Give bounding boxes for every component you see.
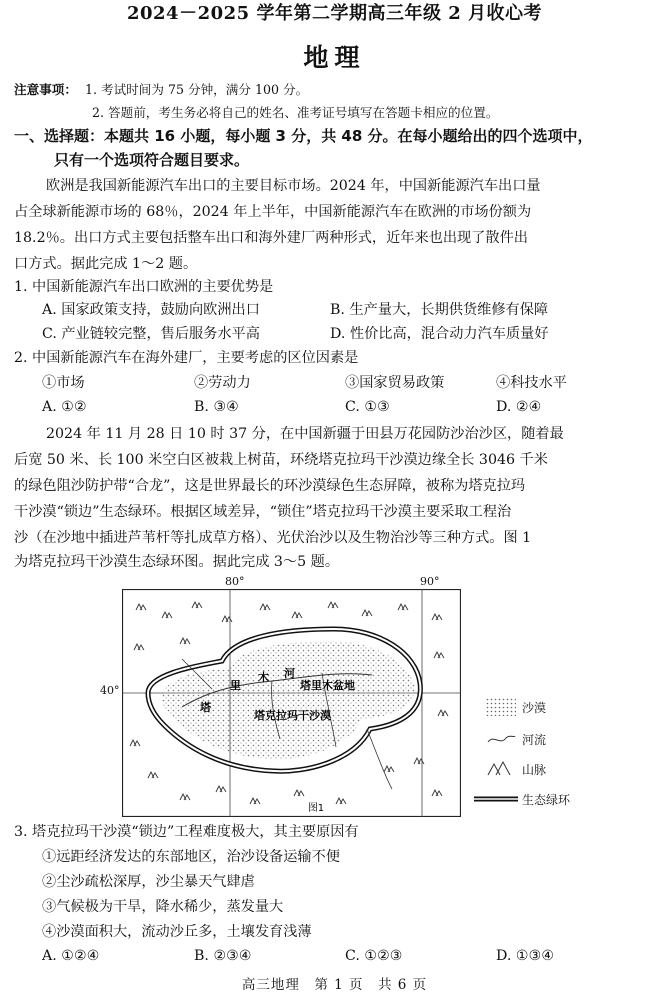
label-river-he: 河	[284, 667, 295, 680]
q2-factor: ②劳动力	[194, 375, 251, 391]
q2-option-d[interactable]: D. ②④	[496, 399, 542, 415]
passage1-line: 口方式。据此完成 1～2 题。	[14, 256, 198, 272]
q1-option-a[interactable]: A. 国家政策支持，鼓励向欧洲出口	[42, 302, 260, 318]
q3-option-a[interactable]: A. ①②④	[42, 948, 100, 964]
q2-factor: ④科技水平	[496, 375, 567, 391]
q1-option-b[interactable]: B. 生产量大，长期供货维修有保障	[330, 302, 549, 318]
river-line-icon	[486, 730, 516, 748]
q3-reason: ④沙漠面积大，流动沙丘多，土壤发育浅薄	[42, 924, 312, 940]
passage2-line: 沙（在沙地中插进芦苇杆等扎成草方格）、光伏治沙以及生物治沙等三种方式。图 1	[14, 530, 532, 546]
notice-line-1	[14, 80, 308, 100]
desert-map-figure	[122, 589, 461, 817]
notice-label: 注意事项：	[14, 82, 77, 97]
q3-reason: ①远距经济发达的东部地区，治沙设备运输不便	[42, 849, 340, 865]
label-river-ta: 塔	[200, 701, 211, 714]
q2-factor: ③国家贸易政策	[345, 375, 445, 391]
legend-river-label: 河流	[522, 733, 547, 747]
legend-eco-ring	[466, 788, 616, 810]
q3-reason: ②尘沙疏松深厚，沙尘暴天气肆虐	[42, 874, 255, 890]
q3-option-d[interactable]: D. ①③④	[496, 948, 555, 964]
passage2-line: 2024 年 11 月 28 日 10 时 37 分，在中国新疆于田县万花园防沙治沙区，随着最	[46, 426, 564, 442]
q1-option-c[interactable]: C. 产业链较完整，售后服务水平高	[42, 326, 260, 342]
page-footer: 高三地理 第 1 页 共 6 页	[241, 977, 428, 993]
q3-option-b[interactable]: B. ②③④	[194, 948, 252, 964]
q2-option-c[interactable]: C. ①③	[345, 399, 390, 415]
sand-pattern-icon	[486, 698, 516, 716]
notice-item-2: 2. 答题前，考生务必将自己的姓名、准考证号填写在答题卡相应的位置。	[92, 105, 499, 120]
passage2-line: 的绿色阻沙防护带“合龙”，这是世界最长的环沙漠绿色生态屏障，被称为塔克拉玛	[14, 478, 526, 494]
mountain-icon	[486, 760, 516, 778]
passage1-line: 18.2％。出口方式主要包括整车出口和海外建厂两种形式，近年来也出现了散件出	[14, 230, 528, 246]
map-legend	[466, 690, 616, 830]
passage2-line: 干沙漠“锁边”生态绿环。根据区域差异，“锁住”塔克拉玛干沙漠主要采取工程治	[14, 504, 512, 520]
passage1-line: 占全球新能源市场的 68％，2024 年上半年，中国新能源汽车在欧洲的市场份额为	[14, 204, 532, 220]
passage1-line: 欧洲是我国新能源汽车出口的主要目标市场。2024 年，中国新能源汽车出口量	[46, 178, 541, 194]
legend-eco-ring-label: 生态绿环	[522, 793, 571, 807]
q1-option-d[interactable]: D. 性价比高，混合动力汽车质量好	[330, 326, 549, 342]
legend-desert-label: 沙漠	[522, 701, 547, 715]
legend-desert	[466, 696, 616, 718]
q1-stem: 1. 中国新能源汽车出口欧洲的主要优势是	[14, 279, 274, 295]
label-river-li: 里	[230, 679, 241, 692]
figure-caption: 图1	[307, 803, 325, 814]
legend-mountain	[466, 758, 616, 780]
q3-stem: 3. 塔克拉玛干沙漠“锁边”工程难度极大，其主要原因有	[14, 824, 359, 840]
passage2-line: 后宽 50 米、长 100 米空白区被栽上树苗，环绕塔克拉玛干沙漠边缘全长 3046 千米	[14, 452, 548, 468]
notice-item-1: 1. 考试时间为 75 分钟，满分 100 分。	[84, 82, 309, 97]
section-heading-1: 一、选择题：本题共 16 小题，每小题 3 分，共 48 分。在每小题给出的四个选项中，	[14, 127, 593, 145]
q2-factor: ①市场	[42, 375, 85, 391]
eco-ring-line-icon	[474, 790, 518, 808]
exam-title: 2024－2025 学年第二学期高三年级 2 月收心考	[126, 3, 543, 24]
subject-title: 地理	[303, 43, 366, 72]
label-taklamakan-desert: 塔克拉玛干沙漠	[254, 709, 331, 722]
section-heading-2: 只有一个选项符合题目要求。	[54, 151, 250, 169]
label-river-mu: 木	[258, 671, 269, 684]
legend-mountain-label: 山脉	[522, 763, 547, 777]
lon-90-label: 90°	[420, 575, 440, 588]
q2-stem: 2. 中国新能源汽车在海外建厂，主要考虑的区位因素是	[14, 350, 359, 366]
legend-river	[466, 728, 616, 750]
q2-option-b[interactable]: B. ③④	[194, 399, 239, 415]
q3-option-c[interactable]: C. ①②③	[345, 948, 403, 964]
label-tarim-basin: 塔里木盆地	[300, 679, 355, 692]
lat-40-label: 40°	[100, 684, 120, 697]
lon-80-label: 80°	[225, 575, 245, 588]
q2-option-a[interactable]: A. ①②	[42, 399, 87, 415]
q3-reason: ③气候极为干旱，降水稀少，蒸发量大	[42, 899, 284, 915]
passage2-line: 为塔克拉玛干沙漠生态绿环图。据此完成 3～5 题。	[14, 554, 340, 570]
